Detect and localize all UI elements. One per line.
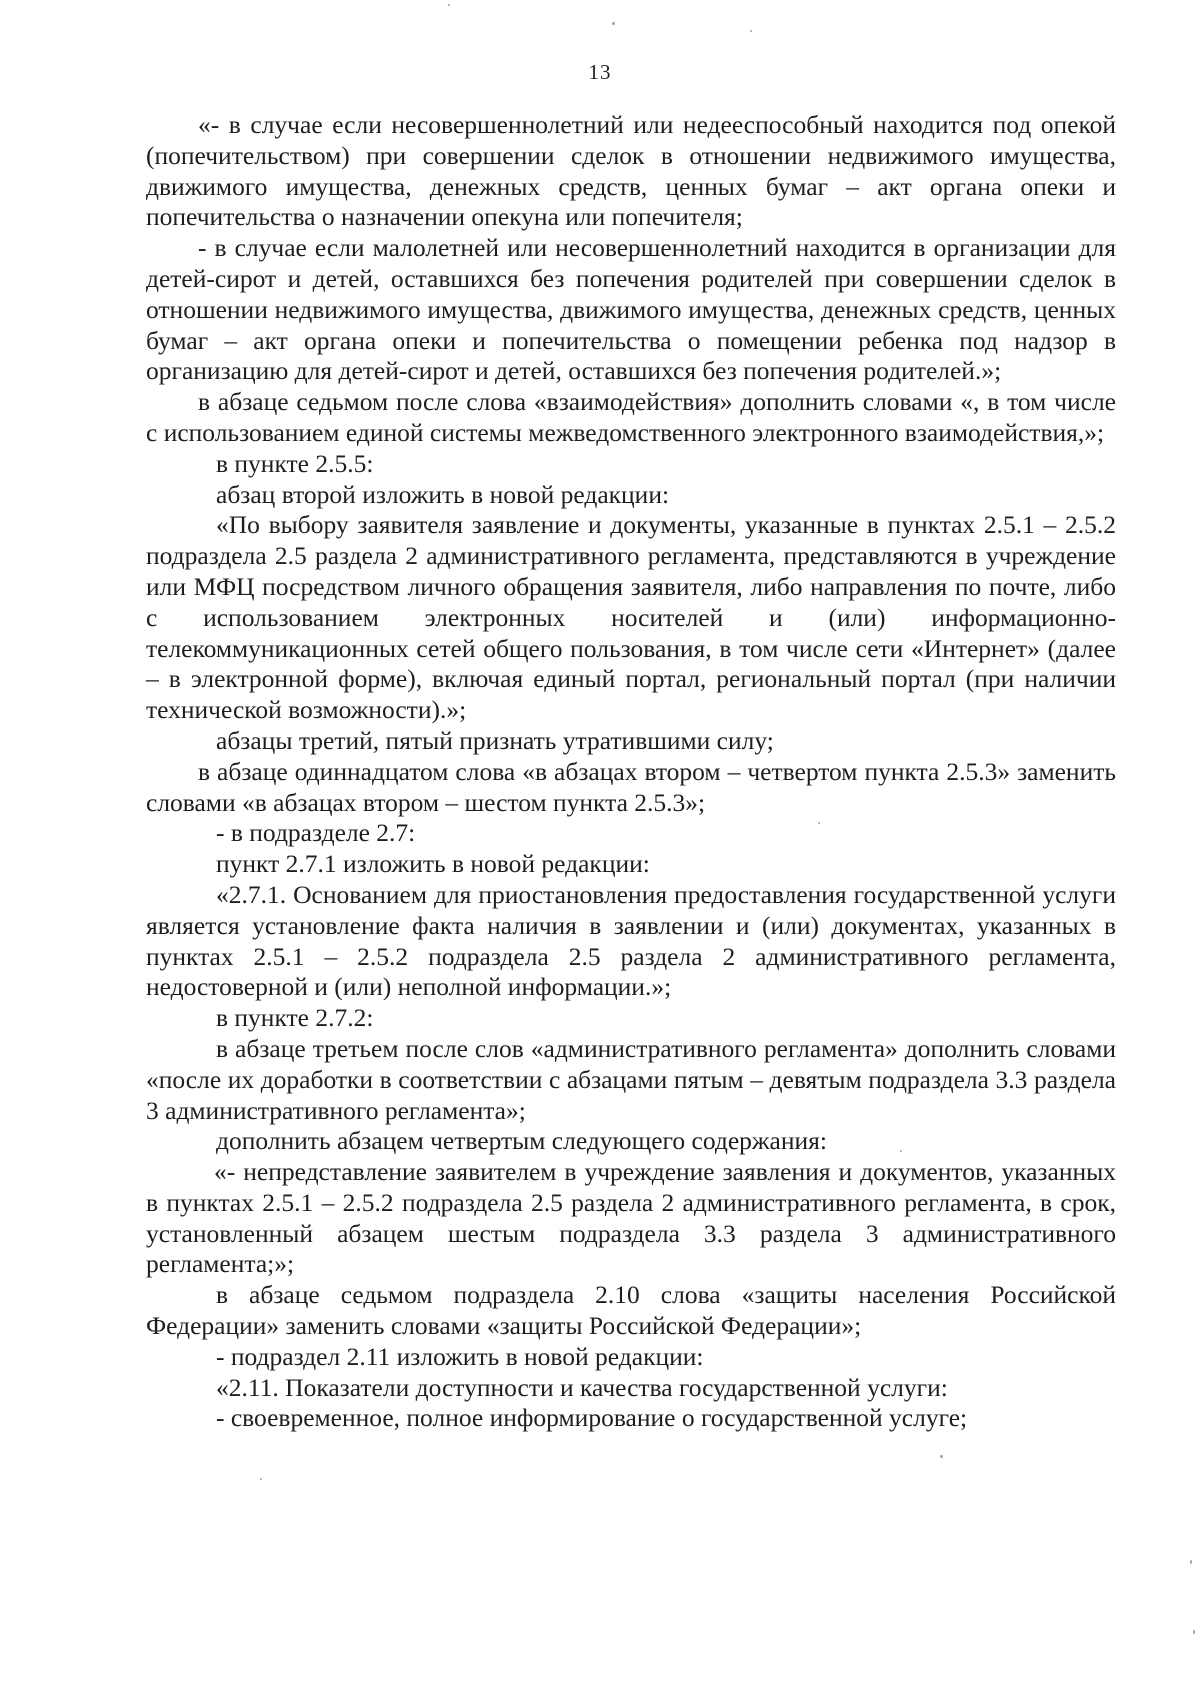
scan-speck bbox=[750, 30, 752, 32]
paragraph: в абзаце седьмом подраздела 2.10 слова «защиты населения Российской Федерации» заменить словами «защиты Российской Федерации»; bbox=[146, 1280, 1116, 1341]
paragraph: «По выбору заявителя заявление и документы, указанные в пунктах 2.5.1 – 2.5.2 подраздела 2.5 раздела 2 административного регламента, представляются в учреждение или МФЦ посредством личного обращения заявителя, либо направления по почте, либо с использованием электронных носителей и (или) информационно-телекоммуникационных сетей общего пользования, в том числе сети «Интернет» (далее – в электронной форме), включая единый портал, региональный портал (при наличии технической возможности).»; bbox=[146, 510, 1116, 725]
paragraph: «2.7.1. Основанием для приостановления предоставления государственной услуги является установление факта наличия в заявлении и (или) документах, указанных в пунктах 2.5.1 – 2.5.2 подраздела 2.5 раздела 2 административного регламента, недостоверной и (или) неполной информации.»; bbox=[146, 879, 1116, 1002]
paragraph: абзац второй изложить в новой редакции: bbox=[216, 479, 670, 509]
paragraph: абзацы третий, пятый признать утратившими силу; bbox=[216, 725, 774, 755]
scan-speck bbox=[260, 1478, 262, 1480]
paragraph: «- в случае если несовершеннолетний или недееспособный находится под опекой (попечительством) при совершении сделок в отношении недвижимого имущества, движимого имущества, денежных средств, ценных бумаг – акт органа опеки и попечительства о назначении опекуна или попечителя; bbox=[146, 110, 1116, 232]
paragraph: в абзаце третьем после слов «административного регламента» дополнить словами «после их доработки в соответствии с абзацами пятым – девятым подраздела 3.3 раздела 3 административного регламента»; bbox=[146, 1033, 1116, 1125]
paragraph: в абзаце седьмом после слова «взаимодействия» дополнить словами «, в том числе с использованием единой системы межведомственного электронного взаимодействия,»; bbox=[146, 387, 1116, 447]
scan-speck bbox=[1190, 1560, 1192, 1564]
paragraph: «- непредставление заявителем в учреждение заявления и документов, указанных в пунктах 2.5.1 – 2.5.2 подраздела 2.5 раздела 2 административного регламента, в срок, установленный абзацем шестым подраздела 3.3 раздела 3 административного регламента;»; bbox=[146, 1157, 1116, 1279]
scan-speck bbox=[612, 22, 615, 25]
paragraph: в абзаце одиннадцатом слова «в абзацах втором – четвертом пункта 2.5.3» заменить словами «в абзацах втором – шестом пункта 2.5.3»; bbox=[146, 756, 1116, 817]
scan-speck bbox=[448, 4, 450, 6]
page-number: 13 bbox=[588, 60, 612, 84]
paragraph: в пункте 2.5.5: bbox=[216, 448, 374, 478]
paragraph: - в подразделе 2.7: bbox=[216, 818, 416, 848]
paragraph: - подраздел 2.11 изложить в новой редакции: bbox=[216, 1341, 704, 1371]
paragraph: - в случае если малолетней или несовершеннолетний находится в организации для детей-сирот и детей, оставшихся без попечения родителей при совершении сделок в отношении недвижимого имущества, движимого имущества, денежных средств, ценных бумаг – акт органа опеки и попечительства о помещении ребенка под надзор в организацию для детей-сирот и детей, оставшихся без попечения родителей.»; bbox=[146, 233, 1116, 386]
paragraph: «2.11. Показатели доступности и качества государственной услуги: bbox=[216, 1372, 948, 1402]
paragraph: в пункте 2.7.2: bbox=[216, 1003, 374, 1033]
paragraph: дополнить абзацем четвертым следующего содержания: bbox=[216, 1126, 827, 1156]
scan-speck bbox=[1193, 1630, 1195, 1634]
scan-speck bbox=[818, 822, 820, 824]
scan-speck bbox=[900, 1150, 902, 1152]
scan-speck bbox=[940, 1455, 943, 1458]
body-text bbox=[146, 110, 1116, 1434]
paragraph: - своевременное, полное информирование о государственной услуге; bbox=[216, 1403, 968, 1433]
paragraph: пункт 2.7.1 изложить в новой редакции: bbox=[216, 849, 650, 879]
